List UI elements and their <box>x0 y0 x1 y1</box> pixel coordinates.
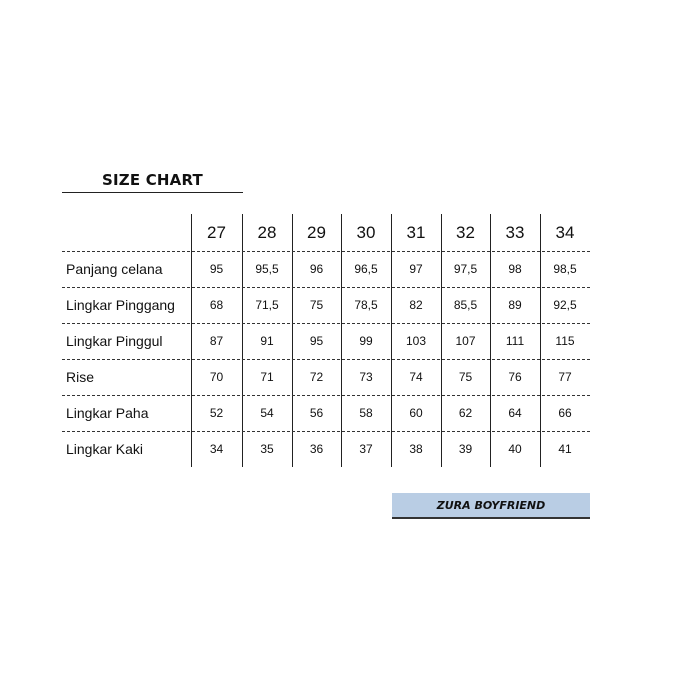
value-lingkar-paha-27: 52 <box>209 406 224 420</box>
value-rise-34: 77 <box>558 370 572 384</box>
row-label-panjang-celana: Panjang celana <box>66 261 163 277</box>
value-lingkar-pinggul-34: 115 <box>555 334 575 348</box>
value-lingkar-pinggul-32: 107 <box>455 334 476 348</box>
value-lingkar-kaki-30: 37 <box>359 442 373 456</box>
value-rise-27: 70 <box>209 370 224 384</box>
value-panjang-celana-34: 98,5 <box>553 262 577 276</box>
row-label-lingkar-paha: Lingkar Paha <box>66 405 149 421</box>
value-lingkar-kaki-32: 39 <box>458 442 473 456</box>
row-label-lingkar-pinggul: Lingkar Pinggul <box>66 333 163 349</box>
size-header-33: 33 <box>505 222 525 242</box>
value-rise-29: 72 <box>309 370 324 384</box>
value-lingkar-kaki-34: 41 <box>558 442 572 456</box>
value-lingkar-paha-29: 56 <box>309 406 324 420</box>
value-lingkar-pinggang-27: 68 <box>209 298 224 312</box>
value-rise-30: 73 <box>359 370 373 384</box>
size-header-34: 34 <box>555 222 575 242</box>
value-lingkar-pinggang-33: 89 <box>508 298 522 312</box>
row-label-rise: Rise <box>66 369 95 385</box>
value-lingkar-kaki-28: 35 <box>260 442 274 456</box>
value-lingkar-pinggang-29: 75 <box>309 298 324 312</box>
value-panjang-celana-32: 97,5 <box>453 262 478 276</box>
value-lingkar-pinggul-31: 103 <box>405 334 427 348</box>
value-lingkar-kaki-29: 36 <box>309 442 324 456</box>
value-panjang-celana-33: 98 <box>508 262 522 276</box>
value-lingkar-paha-34: 66 <box>558 406 572 420</box>
value-lingkar-paha-30: 58 <box>359 406 373 420</box>
value-lingkar-pinggul-29: 95 <box>309 334 324 348</box>
size-table <box>62 214 590 467</box>
value-panjang-celana-29: 96 <box>309 262 324 276</box>
value-lingkar-pinggul-27: 87 <box>209 334 224 348</box>
size-header-27: 27 <box>207 222 226 242</box>
row-divider <box>62 431 590 432</box>
row-divider <box>62 395 590 396</box>
row-label-lingkar-pinggang: Lingkar Pinggang <box>66 297 175 313</box>
value-lingkar-pinggang-28: 71,5 <box>255 298 279 312</box>
value-lingkar-pinggul-30: 99 <box>359 334 373 348</box>
size-header-28: 28 <box>257 222 277 242</box>
size-chart-title: SIZE CHART <box>62 171 243 193</box>
row-divider <box>62 323 590 324</box>
value-rise-31: 74 <box>409 370 423 384</box>
size-header-29: 29 <box>307 222 326 242</box>
value-lingkar-pinggang-30: 78,5 <box>354 298 378 312</box>
value-rise-33: 76 <box>508 370 522 384</box>
value-lingkar-paha-32: 62 <box>458 406 473 420</box>
value-lingkar-paha-33: 64 <box>508 406 522 420</box>
model-name-label: ZURA BOYFRIEND <box>392 493 590 519</box>
value-lingkar-pinggang-31: 82 <box>409 298 423 312</box>
size-header-31: 31 <box>406 222 426 242</box>
value-panjang-celana-30: 96,5 <box>354 262 378 276</box>
row-divider <box>62 359 590 360</box>
row-label-lingkar-kaki: Lingkar Kaki <box>66 441 144 457</box>
value-panjang-celana-27: 95 <box>209 262 224 276</box>
value-panjang-celana-28: 95,5 <box>255 262 279 276</box>
row-divider <box>62 251 590 252</box>
size-header-32: 32 <box>456 222 475 242</box>
value-lingkar-paha-28: 54 <box>260 406 274 420</box>
value-lingkar-kaki-33: 40 <box>508 442 522 456</box>
value-lingkar-kaki-31: 38 <box>409 442 423 456</box>
value-panjang-celana-31: 97 <box>409 262 423 276</box>
size-header-30: 30 <box>356 222 376 242</box>
value-lingkar-kaki-27: 34 <box>209 442 224 456</box>
value-rise-28: 71 <box>260 370 274 384</box>
value-lingkar-paha-31: 60 <box>409 406 423 420</box>
value-lingkar-pinggul-28: 91 <box>260 334 274 348</box>
value-rise-32: 75 <box>458 370 473 384</box>
value-lingkar-pinggang-34: 92,5 <box>553 298 577 312</box>
row-divider <box>62 287 590 288</box>
value-lingkar-pinggang-32: 85,5 <box>453 298 478 312</box>
value-lingkar-pinggul-33: 111 <box>505 334 525 348</box>
